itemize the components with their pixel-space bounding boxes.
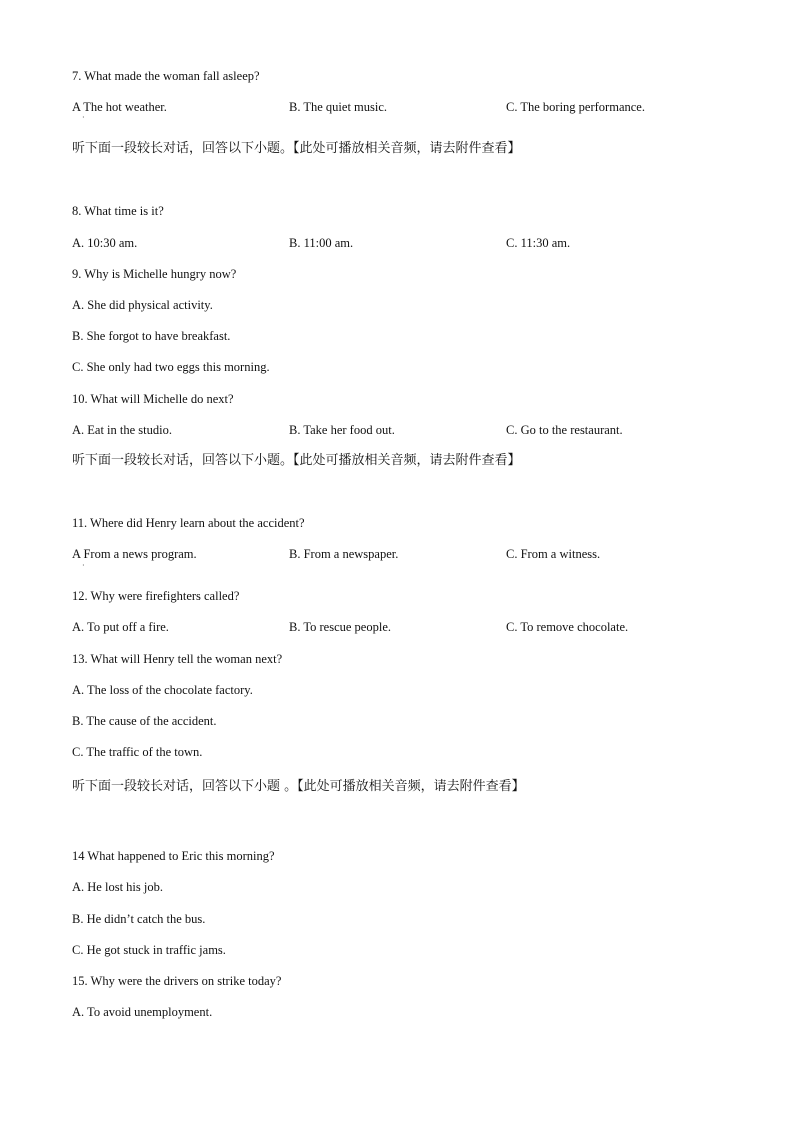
option-13a: A. The loss of the chocolate factory. <box>72 683 253 697</box>
section-instruction: 听下面一段较长对话，回答以下小题 。【此处可播放相关音频，请去附件查看】 <box>72 779 525 794</box>
option-8c: C. 11:30 am. <box>506 236 571 250</box>
question-14: 14 What happened to Eric this morning? <box>72 849 275 863</box>
option-11a: A From a news program. <box>72 547 197 561</box>
option-10a: A. Eat in the studio. <box>72 423 172 437</box>
option-7a: A The hot weather. <box>72 100 167 114</box>
option-7b: B. The quiet music. <box>289 100 388 114</box>
option-8a: A. 10:30 am. <box>72 236 138 250</box>
section-instruction: 听下面一段较长对话，回答以下小题。【此处可播放相关音频，请去附件查看】 <box>72 453 521 468</box>
question-10: 10. What will Michelle do next? <box>72 392 234 406</box>
option-8b: B. 11:00 am. <box>289 236 354 250</box>
option-11c: C. From a witness. <box>506 547 601 561</box>
option-15a: A. To avoid unemployment. <box>72 1005 213 1019</box>
option-14b: B. He didn’t catch the bus. <box>72 912 206 926</box>
question-15: 15. Why were the drivers on strike today? <box>72 974 282 988</box>
question-9: 9. Why is Michelle hungry now? <box>72 267 237 281</box>
option-9c: C. She only had two eggs this morning. <box>72 360 270 374</box>
option-12c: C. To remove chocolate. <box>506 620 629 634</box>
option-10c: C. Go to the restaurant. <box>506 423 623 437</box>
question-11: 11. Where did Henry learn about the accident? <box>72 516 305 530</box>
question-8: 8. What time is it? <box>72 204 164 218</box>
dot-mark: · <box>82 113 85 122</box>
option-9b: B. She forgot to have breakfast. <box>72 329 231 343</box>
option-12a: A. To put off a fire. <box>72 620 169 634</box>
option-13c: C. The traffic of the town. <box>72 745 203 759</box>
question-7: 7. What made the woman fall asleep? <box>72 69 260 83</box>
dot-mark: · <box>82 561 85 570</box>
option-10b: B. Take her food out. <box>289 423 395 437</box>
option-9a: A. She did physical activity. <box>72 298 213 312</box>
option-13b: B. The cause of the accident. <box>72 714 217 728</box>
section-instruction: 听下面一段较长对话，回答以下小题。【此处可播放相关音频，请去附件查看】 <box>72 141 521 156</box>
option-14a: A. He lost his job. <box>72 880 163 894</box>
question-12: 12. Why were firefighters called? <box>72 589 240 603</box>
question-13: 13. What will Henry tell the woman next? <box>72 652 283 666</box>
option-11b: B. From a newspaper. <box>289 547 399 561</box>
option-7c: C. The boring performance. <box>506 100 645 114</box>
option-14c: C. He got stuck in traffic jams. <box>72 943 226 957</box>
option-12b: B. To rescue people. <box>289 620 391 634</box>
